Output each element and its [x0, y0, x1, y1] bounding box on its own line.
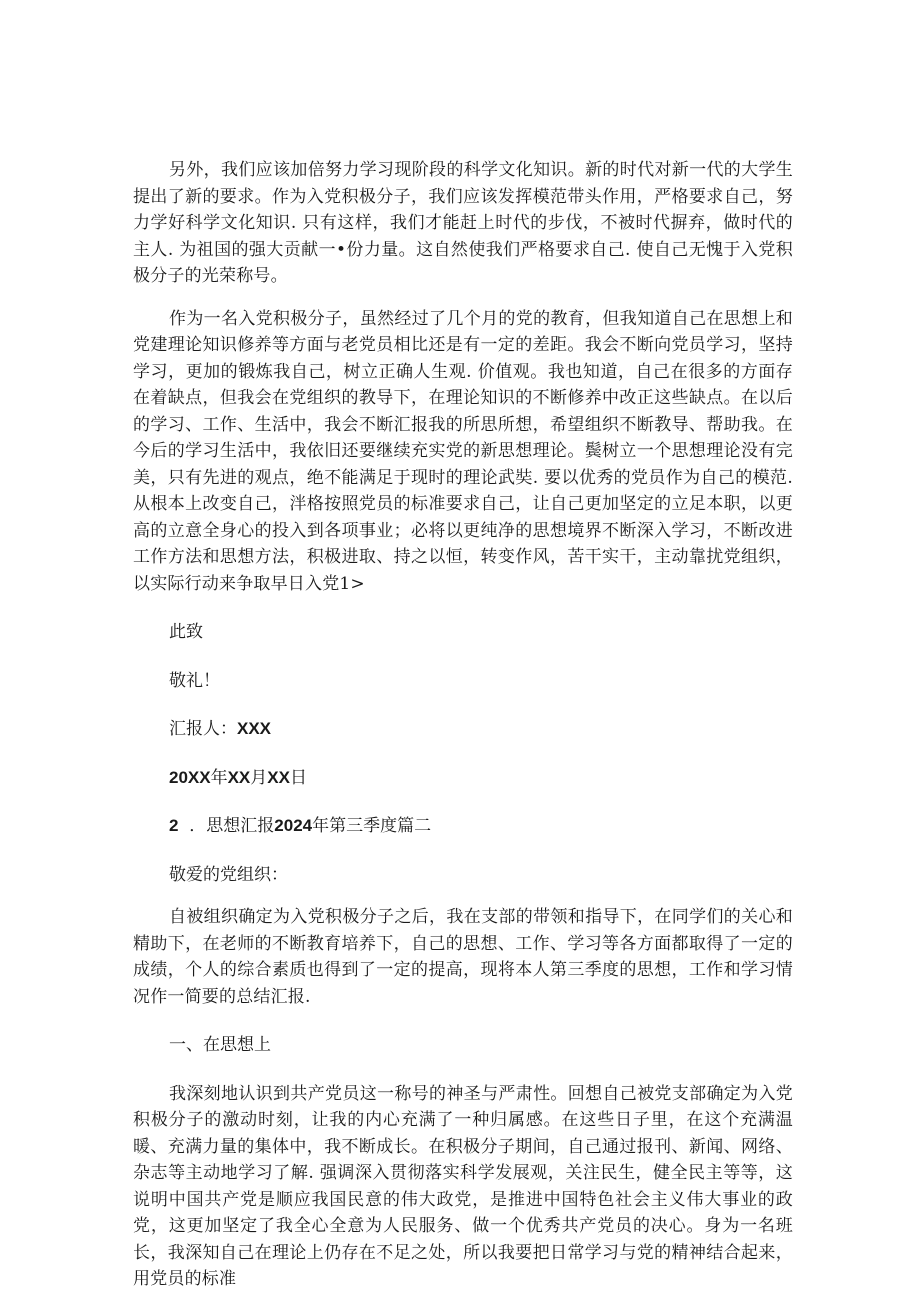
closing-greeting: 此致	[169, 622, 203, 642]
salutation: 敬爱的党组织：	[169, 864, 288, 885]
date-month-unit: 月	[250, 767, 268, 788]
report-date	[133, 765, 793, 792]
closing-salute: 敬礼！	[169, 670, 220, 691]
paragraph-self-reflection: 作为一名入党积极分子，虽然经过了几个月的党的教育，但我知道自己在思想上和党建理论知识修养等方面与老党员相比还是有一定的差距。我会不断向党员学习，坚持学习，更加的锻炼我自己，树立正确人生观. 价值观。我也知道，自己在很多的方面存在着缺点，但我会在党组织的教导下，在理论知识的不断修养中改正这些缺点。在以后的学习、工作、生活中，我会不断汇报我的所思所想，希望组织不断教导、帮助我。在今后的学习生活中，我依旧还要继续充实党的新思想理论。鬓树立一个思想理论没有完美，只有先进的观点，绝不能满足于现时的理论武奘. 要以优秀的党员作为自己的模范. 从根本上改变自己，泮格按照党员的标准要求自己，让自己更加坚定的立足本职，以更高的立意全身心的投入到各项事业；必将以更纯净的思想境界不断深入学习，不断改进工作方法和思想方法，积极进取、持之以恒，转变作风，苦干实干，主动靠扰党组织，以实际行动来争取早日入党1>	[133, 308, 793, 594]
section-title-suffix: 年第三季度篇二	[312, 816, 432, 836]
paragraph-thought: 我深刻地认识到共产党员这一称号的神圣与严肃性。回想自己被党支部确定为入党积极分子的激动时刻，让我的内心充满了一种归属感。在这些日子里，在这个充满温暖、充满力量的集体中，我不断成长。在积极分子期间，自己通过报刊、新闻、网络、杂志等主动地学习了解. 强调深入贯彻落实科学发展观，关注民生，健全民主等等，这说明中国共产党是顺应我国民意的伟大政党，是推进中国特色社会主义伟大事业的政党，这更加坚定了我全心全意为人民服务、做一个优秀共产党员的决心。身为一名班长，我深知自己在理论上仍存在不足之处，所以我要把日常学习与党的精神结合起来，用党员的标准	[133, 1083, 793, 1289]
section-title-prefix: ．思想汇报	[189, 816, 275, 836]
paragraph-study: 另外，我们应该加倍努力学习现阶段的科学文化知识。新的时代对新一代的大学生提出了新的要求。作为入党积极分子，我们应该发挥模范带头作用，严格要求自己，努力学好科学文化知识. 只有这样，我们才能赶上时代的步伐，不被时代摒弃，做时代的主人. 为祖国的强大贡献一•份力量。这自然使我们严格要求自己. 使自己无愧于入党积极分子的光荣称号。	[133, 160, 793, 286]
document-page	[133, 157, 793, 1293]
date-month: XX	[227, 767, 251, 787]
date-year-unit: 年	[210, 767, 228, 788]
heading-thought: 一、在思想上	[169, 1035, 271, 1055]
reporter-name: XXX	[237, 719, 272, 738]
date-day-unit: 日	[289, 767, 307, 788]
reporter-line	[133, 716, 793, 743]
section-year: 2024	[274, 816, 313, 835]
section-number: 2	[169, 816, 179, 835]
reporter-label: 汇报人：	[169, 719, 237, 739]
section-2-heading	[133, 813, 793, 840]
paragraph-intro: 自被组织确定为入党积极分子之后，我在支部的带领和指导下，在同学们的关心和精助下，在老师的不断教育培养下，自己的思想、工作、学习等各方面都取得了一定的成绩，个人的综合素质也得到了一定的提高，现将本人第三季度的思想，工作和学习情况作一简要的总结汇报.	[133, 907, 793, 1007]
date-day: XX	[267, 767, 290, 787]
date-year: 20XX	[169, 767, 211, 787]
